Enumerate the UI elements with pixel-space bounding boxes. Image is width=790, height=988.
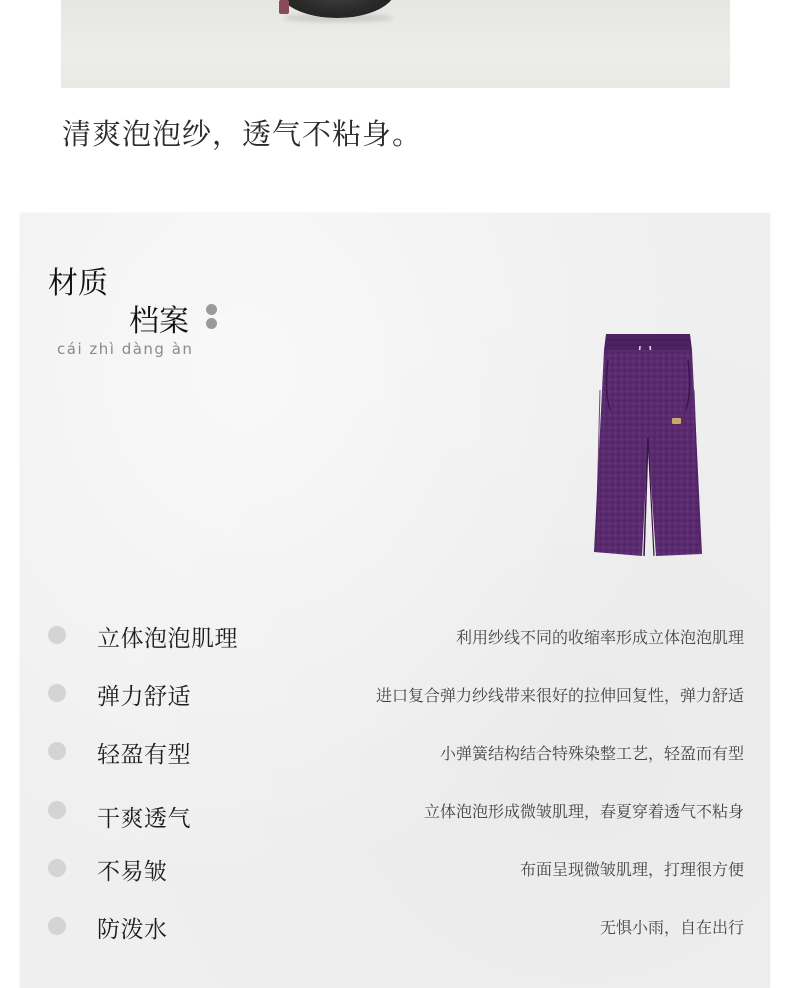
feature-bullet [48, 859, 66, 877]
tagline: 清爽泡泡纱，透气不粘身。 [62, 117, 423, 151]
feature-description: 小弹簧结构结合特殊染整工艺，轻盈而有型 [439, 744, 744, 763]
feature-description: 无惧小雨，自在出行 [599, 918, 744, 937]
shoe-lace [279, 0, 289, 14]
pants-waistband [604, 334, 692, 350]
feature-name: 干爽透气 [97, 806, 191, 832]
feature-description: 立体泡泡形成微皱肌理，春夏穿着透气不粘身 [423, 802, 744, 821]
feature-name: 轻盈有型 [97, 742, 191, 768]
title-line-2: 档案 [129, 304, 189, 339]
feature-bullet [48, 626, 66, 644]
purple-pants-image [590, 330, 706, 562]
feature-bullet [48, 801, 66, 819]
pinyin-subtitle: cái zhì dàng àn [57, 340, 194, 358]
feature-name: 不易皱 [97, 859, 168, 885]
feature-name: 立体泡泡肌理 [97, 626, 238, 652]
colon-dot-top [206, 304, 217, 315]
feature-description: 进口复合弹力纱线带来很好的拉伸回复性，弹力舒适 [375, 686, 744, 705]
product-photo-top [61, 0, 730, 88]
feature-bullet [48, 742, 66, 760]
title-line-1: 材质 [48, 266, 108, 301]
feature-description: 布面呈现微皱肌理，打理很方便 [519, 860, 744, 879]
pants-side-patch [672, 418, 681, 424]
feature-bullet [48, 684, 66, 702]
colon-dot-bottom [206, 318, 217, 329]
feature-name: 弹力舒适 [97, 684, 191, 710]
feature-bullet [48, 917, 66, 935]
feature-name: 防泼水 [97, 917, 168, 943]
feature-description: 利用纱线不同的收缩率形成立体泡泡肌理 [455, 628, 744, 647]
